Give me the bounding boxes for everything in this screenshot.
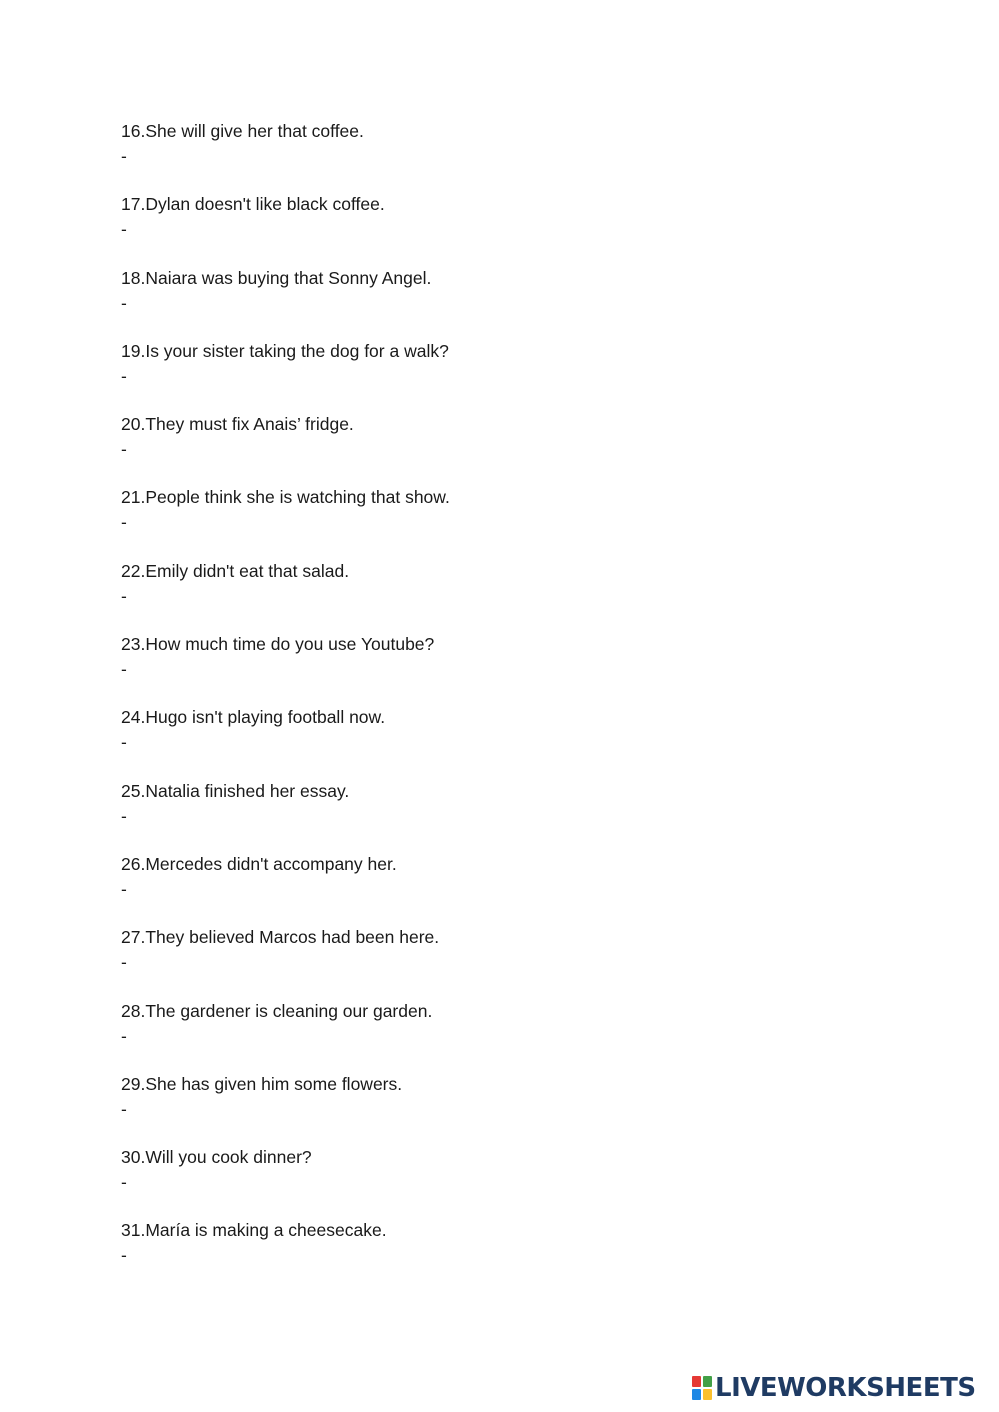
- answer-field[interactable]: -: [121, 952, 127, 973]
- answer-field[interactable]: -: [121, 1025, 127, 1046]
- question-text: 28.The gardener is cleaning our garden.: [121, 1000, 433, 1021]
- logo-icon-square-green: [703, 1376, 712, 1387]
- question-text: 26.Mercedes didn't accompany her.: [121, 853, 397, 874]
- question-text: 16.She will give her that coffee.: [121, 121, 364, 141]
- logo-icon-square-blue: [692, 1389, 701, 1400]
- answer-field[interactable]: -: [121, 146, 127, 166]
- worksheet-question-list: [121, 118, 881, 1291]
- question-item: [121, 998, 881, 1071]
- question-text: 21.People think she is watching that show.: [121, 487, 450, 508]
- answer-field[interactable]: -: [121, 512, 127, 533]
- answer-field[interactable]: -: [121, 659, 127, 680]
- question-item: [121, 1217, 881, 1290]
- question-item: [121, 1071, 881, 1144]
- answer-field[interactable]: -: [121, 585, 127, 606]
- question-text: 18.Naiara was buying that Sonny Angel.: [121, 267, 432, 288]
- question-item: [121, 484, 881, 557]
- question-item: [121, 704, 881, 777]
- answer-field[interactable]: -: [121, 878, 127, 899]
- question-text: 30.Will you cook dinner?: [121, 1147, 312, 1168]
- question-item: [121, 191, 881, 264]
- question-text: 31.María is making a cheesecake.: [121, 1220, 387, 1241]
- logo-icon-square-yellow: [703, 1389, 712, 1400]
- question-text: 17.Dylan doesn't like black coffee.: [121, 194, 385, 215]
- logo-icon-square-red: [692, 1376, 701, 1387]
- liveworksheets-logo: [692, 1372, 976, 1404]
- question-item: [121, 631, 881, 704]
- question-text: 27.They believed Marcos had been here.: [121, 927, 440, 948]
- question-item: [121, 851, 881, 924]
- question-text: 19.Is your sister taking the dog for a walk?: [121, 340, 449, 361]
- question-item: [121, 338, 881, 411]
- question-item: [121, 411, 881, 484]
- answer-field[interactable]: -: [121, 292, 127, 313]
- question-item: [121, 265, 881, 338]
- logo-text: LIVEWORKSHEETS: [715, 1373, 976, 1403]
- answer-field[interactable]: -: [121, 732, 127, 753]
- question-item: [121, 558, 881, 631]
- question-item: [121, 778, 881, 851]
- question-text: 24.Hugo isn't playing football now.: [121, 707, 386, 728]
- question-text: 25.Natalia finished her essay.: [121, 780, 350, 801]
- question-text: 29.She has given him some flowers.: [121, 1073, 403, 1094]
- answer-field[interactable]: -: [121, 805, 127, 826]
- answer-field[interactable]: -: [121, 219, 127, 240]
- answer-field[interactable]: -: [121, 1172, 127, 1193]
- answer-field[interactable]: -: [121, 365, 127, 386]
- question-item: [121, 1144, 881, 1217]
- question-text: 23.How much time do you use Youtube?: [121, 634, 435, 655]
- answer-field[interactable]: -: [121, 1245, 127, 1266]
- question-item: [121, 924, 881, 997]
- question-text: 22.Emily didn't eat that salad.: [121, 560, 350, 581]
- answer-field[interactable]: -: [121, 1098, 127, 1119]
- answer-field[interactable]: -: [121, 439, 127, 460]
- liveworksheets-logo-icon: [692, 1376, 712, 1400]
- question-item: [121, 118, 881, 191]
- question-text: 20.They must fix Anais’ fridge.: [121, 414, 354, 435]
